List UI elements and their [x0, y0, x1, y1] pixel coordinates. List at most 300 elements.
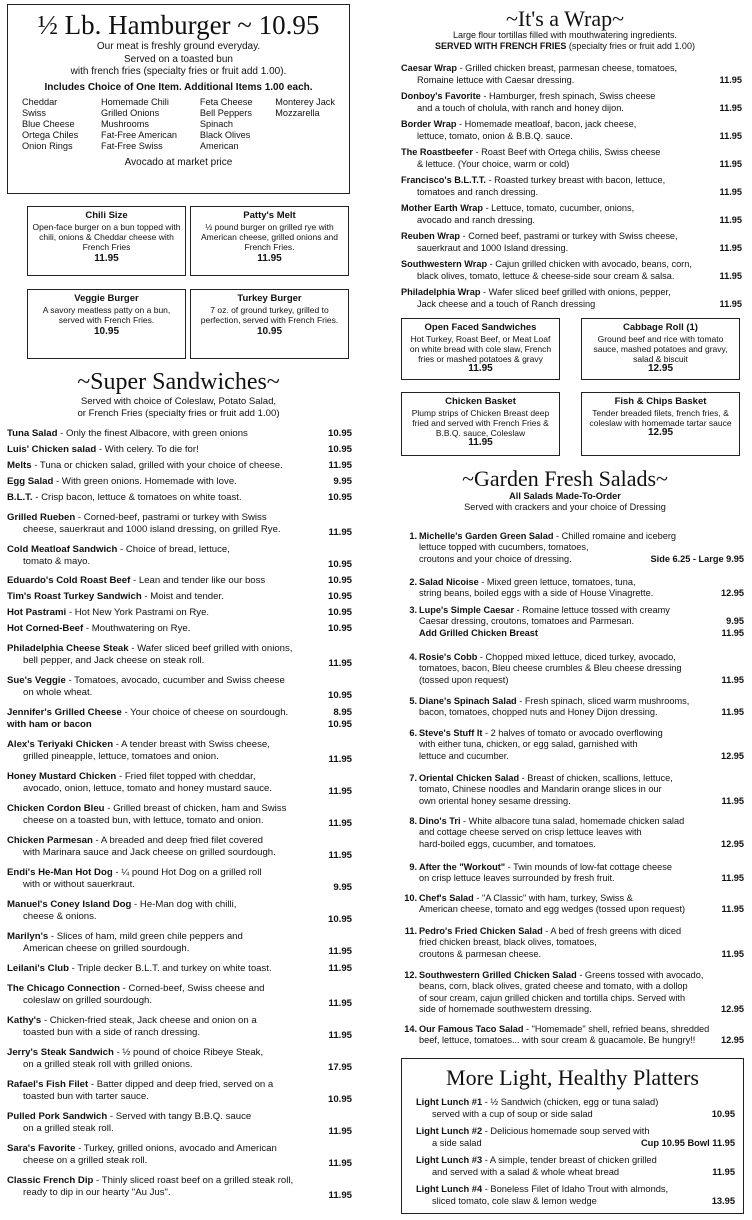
wrap-line	[401, 203, 742, 215]
salad-desc: - A bed of fresh greens with diced	[542, 926, 682, 936]
sandwich-name: The Chicago Connection	[7, 983, 120, 994]
box-fish-chips	[581, 392, 740, 456]
sandwich-desc: - ¼ pound Hot Dog on a grilled roll	[112, 867, 262, 878]
wrap-desc: - Grilled chicken breast, parmesan cheese, tomatoes,	[457, 63, 678, 73]
wrap-item	[401, 63, 742, 86]
salad-number: 8.	[409, 816, 417, 826]
salad-line	[419, 588, 744, 599]
salad-desc: tomato, Chinese noodles and Mandarin orange slices in our	[419, 784, 662, 795]
salad-line	[419, 751, 744, 762]
toppings-column	[101, 97, 177, 153]
wrap-price: 11.95	[719, 215, 742, 225]
special-veggie-burger	[27, 289, 186, 359]
topping-item: Blue Cheese	[22, 118, 75, 129]
sandwich-line	[7, 983, 352, 995]
sandwich-item	[7, 428, 352, 440]
salad-name: Our Famous Taco Salad	[419, 1024, 524, 1034]
sandwich-price: 10.95	[327, 623, 352, 634]
sandwich-desc-line2: with or without sauerkraut.	[23, 879, 135, 890]
sandwich-item	[7, 575, 352, 587]
salad-desc: beans, corn, black olives, grated cheese and tomato, with a dollop	[419, 981, 688, 992]
wrap-line	[401, 175, 742, 187]
salads-sub-line: Served with crackers and your choice of Dressing	[464, 502, 666, 512]
sandwich-desc: - Batter dipped and deep fried, served on a	[88, 1079, 274, 1090]
salad-line	[419, 652, 744, 663]
sandwiches-sub-line: Served with choice of Coleslaw, Potato Salad,	[80, 396, 277, 407]
wraps-sub-bold: SERVED WITH FRENCH FRIES	[435, 41, 567, 51]
box-price: 12.95	[647, 363, 674, 374]
special-pattys-melt	[190, 206, 349, 276]
special-price: 11.95	[94, 253, 119, 264]
salad-desc: - Romaine lettuce tossed with creamy	[514, 605, 670, 615]
sandwich-price: 11.95	[328, 1126, 352, 1137]
platters-title: More Light, Healthy Platters	[446, 1065, 699, 1090]
sandwich-name: Eduardo's Cold Roast Beef	[7, 575, 131, 586]
wrap-line	[401, 91, 742, 103]
salad-number: 4.	[409, 652, 417, 662]
topping-item: Swiss	[22, 107, 46, 118]
sandwich-item	[7, 623, 352, 635]
salad-body	[419, 816, 744, 850]
sandwich-item	[7, 1047, 352, 1071]
sandwich-desc: - Mouthwatering on Rye.	[83, 623, 191, 634]
salad-line	[419, 839, 744, 850]
sandwich-price: 10.95	[327, 1094, 352, 1105]
wrap-item	[401, 259, 742, 282]
sandwich-name: Tim's Roast Turkey Sandwich	[7, 591, 142, 602]
salad-desc: - "Homemade" shell, refried beans, shredded	[523, 1024, 710, 1034]
wrap-item	[401, 175, 742, 198]
toppings-column	[200, 97, 253, 153]
wrap-name: Southwestern Wrap	[401, 259, 488, 269]
sandwich-item	[7, 899, 352, 923]
salads-subtitle	[385, 491, 745, 513]
salad-price: 11.95	[721, 674, 744, 685]
salad-desc: string beans, boiled eggs with a side of House Vinagrette.	[419, 588, 654, 599]
salad-item	[401, 531, 744, 565]
sandwich-desc-line2: on a grilled steak roll.	[23, 1123, 114, 1134]
wrap-line	[401, 259, 742, 271]
sandwich-name: Rafael's Fish Filet	[7, 1079, 89, 1090]
platter-line	[416, 1126, 735, 1138]
hamburger-box	[7, 4, 350, 194]
platter-name: Light Lunch #2	[416, 1126, 483, 1136]
salad-price: 12.95	[721, 750, 744, 761]
sandwich-price: 10.95	[327, 690, 352, 701]
salad-desc: - White albacore tuna salad, homemade chicken salad	[460, 816, 685, 826]
avocado-note: Avocado at market price	[124, 156, 233, 168]
sandwich-price: 11.95	[328, 1030, 352, 1041]
sandwich-line	[7, 899, 352, 911]
sandwich-desc: - Lean and tender like our boss	[130, 575, 266, 586]
box-title: Open Faced Sandwiches	[424, 322, 537, 333]
topping-item: Mozzarella	[275, 107, 320, 118]
sandwich-desc: - Served with tangy B.B.Q. sauce	[107, 1111, 252, 1122]
wrap-name: Reuben Wrap	[401, 231, 461, 241]
platter-item	[416, 1155, 735, 1178]
wrap-desc: - Wafer sliced beef grilled with onions, pepper,	[480, 287, 671, 297]
salad-desc: - Breast of chicken, scallions, lettuce,	[519, 773, 673, 783]
platter-desc-line2: served with a cup of soup or side salad	[432, 1108, 593, 1119]
sandwich-desc: - Turkey, grilled onions, avocado and American	[75, 1143, 277, 1154]
topping-item: Black Olives	[199, 130, 251, 141]
salad-line	[419, 577, 744, 588]
salad-line	[419, 542, 744, 553]
hamburger-desc-line: Served on a toasted bun	[124, 53, 233, 65]
sandwich-item	[7, 707, 352, 731]
platter-line	[416, 1155, 735, 1167]
salad-item	[401, 926, 744, 960]
salad-desc: - "A Classic" with ham, turkey, Swiss &	[473, 893, 633, 903]
sandwich-line	[7, 835, 352, 847]
salad-item	[401, 816, 744, 850]
salad-line	[419, 728, 744, 739]
wrap-desc-line2: & lettuce. (Your choice, warm or cold)	[417, 158, 570, 169]
hamburger-title: ½ Lb. Hamburger ~ 10.95	[37, 10, 320, 40]
special-title: Chili Size	[85, 210, 128, 221]
salad-item	[401, 970, 744, 1015]
sandwich-name: Endi's He-Man Hot Dog	[7, 867, 113, 878]
toppings-column	[275, 97, 335, 153]
sandwich-line	[7, 444, 352, 456]
salad-name: Michelle's Garden Green Salad	[419, 531, 554, 541]
platter-list	[402, 1097, 743, 1207]
salad-line	[419, 663, 744, 674]
sandwich-name: Sara's Favorite	[7, 1143, 76, 1154]
sandwich-desc-line2: coleslaw on grilled sourdough.	[23, 995, 153, 1006]
salad-body	[419, 926, 744, 960]
salad-name: After the "Workout"	[419, 862, 506, 872]
sandwich-item	[7, 803, 352, 827]
salad-line	[419, 873, 744, 884]
wrap-name: The Roastbeefer	[401, 147, 473, 157]
platter-name: Light Lunch #3	[416, 1155, 483, 1165]
box-title: Cabbage Roll (1)	[623, 322, 698, 333]
salad-line	[419, 531, 744, 542]
special-chili-size	[27, 206, 186, 276]
special-desc: Open-face burger on a bun topped with chili, onions & Cheddar cheese with French Fries	[32, 222, 181, 252]
salad-name: Steve's Stuff It	[419, 728, 483, 738]
wrap-price: 11.95	[719, 131, 742, 141]
sandwich-desc: - ½ pound of choice Ribeye Steak,	[113, 1047, 264, 1058]
salad-number: 3.	[409, 605, 417, 615]
box-desc: Plump strips of Chicken Breast deep fried and served with French Fries & B.B.Q. sauce, Coleslaw	[411, 408, 550, 438]
wrap-line	[401, 63, 742, 75]
sandwich-desc-line2: cheese & onions.	[23, 911, 97, 922]
box-cabbage-roll	[581, 318, 740, 380]
sandwich-item	[7, 1111, 352, 1135]
salad-desc: lettuce topped with cucumbers, tomatoes,	[419, 542, 589, 553]
sandwich-line	[7, 623, 352, 635]
wrap-price: 11.95	[719, 187, 742, 197]
topping-item: Cheddar	[22, 96, 58, 107]
salad-body	[419, 696, 744, 719]
wraps-title: ~It's a Wrap~	[505, 6, 625, 31]
salad-body	[419, 893, 744, 916]
sandwich-name: Chicken Cordon Bleu	[7, 803, 105, 814]
sandwich-line	[7, 707, 352, 719]
wrap-item	[401, 91, 742, 114]
salad-item	[401, 862, 744, 885]
sandwich-line	[7, 1143, 352, 1155]
sandwich-name: Honey Mustard Chicken	[7, 771, 117, 782]
salad-desc: - 2 halves of tomato or avocado overflowing	[482, 728, 663, 738]
salad-line	[419, 784, 744, 795]
sandwich-price: 10.95	[327, 444, 352, 455]
platter-desc-line2: a side salad	[432, 1137, 482, 1148]
sandwich-line	[7, 931, 352, 943]
sandwich-line	[7, 428, 352, 440]
sandwich-name: Marilyn's	[7, 931, 49, 942]
wraps-sub-rest: (specialty fries or fruit add 1.00)	[566, 41, 695, 51]
salad-desc: tomatoes, bacon, Bleu cheese crumbles & Bleu cheese dressing	[419, 663, 682, 674]
salad-desc: Caesar dressing, croutons, tomatoes and Parmesan.	[419, 616, 634, 627]
sandwich-desc: - Your choice of cheese on sourdough.	[121, 707, 289, 718]
salad-desc: and cottage cheese served on crisp lettuce leaves with	[419, 827, 642, 838]
salad-price: Side 6.25 - Large 9.95	[650, 553, 744, 564]
salads-sub-line: All Salads Made-To-Order	[509, 491, 621, 501]
platter-item	[416, 1126, 735, 1149]
salad-extra: Add Grilled Chicken Breast	[419, 627, 538, 638]
wrap-desc: - Corned beef, pastrami or turkey with Swiss cheese,	[460, 231, 678, 241]
salad-number: 11.	[404, 926, 417, 936]
sandwich-name: Philadelphia Cheese Steak	[7, 643, 129, 654]
sandwich-name: Cold Meatloaf Sandwich	[7, 544, 118, 555]
wrap-name: Border Wrap	[401, 119, 457, 129]
sandwich-item	[7, 1079, 352, 1103]
wrap-desc-line2: and a touch of cholula, with ranch and honey dijon.	[417, 102, 624, 113]
wrap-item	[401, 147, 742, 170]
topping-item: Grilled Onions	[100, 107, 160, 118]
box-desc: Hot Turkey, Roast Beef, or Meat Loaf on white bread with cole slaw, French fries or mashed potatoes & gravy	[409, 334, 552, 364]
salad-item	[401, 1024, 744, 1047]
salad-desc: - Greens tossed with avocado,	[576, 970, 704, 980]
salad-desc: with either tuna, chicken, or egg salad, garnished with	[419, 739, 638, 750]
salad-desc: hard-boiled eggs, cucumber, and tomatoes.	[419, 838, 596, 849]
sandwich-desc: - Moist and tender.	[141, 591, 224, 602]
salad-item	[401, 652, 744, 686]
platter-desc-line2: and served with a salad & whole wheat bread	[432, 1166, 620, 1177]
wrap-name: Mother Earth Wrap	[401, 203, 484, 213]
wrap-price: 11.95	[719, 103, 742, 113]
salad-item	[401, 605, 744, 639]
wrap-desc-line2: Jack cheese and a touch of Ranch dressing	[417, 298, 596, 309]
salad-line	[419, 993, 744, 1004]
sandwich-item	[7, 1143, 352, 1167]
box-title: Fish & Chips Basket	[614, 396, 707, 407]
sandwich-line	[7, 1111, 352, 1123]
sandwich-item	[7, 460, 352, 472]
salad-line	[419, 937, 744, 948]
salad-name: Salad Nicoise	[419, 577, 479, 587]
sandwich-item	[7, 607, 352, 619]
wrap-name: Philadelphia Wrap	[401, 287, 481, 297]
wrap-desc: - Lettuce, tomato, cucumber, onions,	[483, 203, 635, 213]
toppings-columns	[8, 93, 349, 153]
salad-desc: - Chilled romaine and iceberg	[553, 531, 677, 541]
box-title: Chicken Basket	[445, 396, 516, 407]
special-title: Turkey Burger	[237, 293, 302, 304]
salad-body	[419, 577, 744, 600]
salad-price: 11.95	[721, 707, 744, 718]
special-price: 11.95	[257, 253, 282, 264]
salad-line	[419, 1035, 744, 1046]
sandwich-item	[7, 1175, 352, 1199]
salad-number: 9.	[409, 862, 417, 872]
wrap-line	[401, 231, 742, 243]
platter-price: 10.95	[711, 1108, 735, 1119]
salad-price: 12.95	[721, 588, 744, 599]
topping-item: American	[199, 141, 239, 152]
sandwich-line	[7, 607, 352, 619]
sandwich-desc: - Thinly sliced roast beef on a grilled steak roll,	[93, 1175, 294, 1186]
sandwich-name: Leilani's Club	[7, 963, 69, 974]
wrap-name: Francisco's B.L.T.T.	[401, 175, 486, 185]
salad-desc: of sour cream, cajun grilled chicken and tortilla chips. Served with	[419, 992, 686, 1003]
hamburger-desc-line: Our meat is freshly ground everyday.	[96, 41, 261, 52]
salad-item	[401, 773, 744, 807]
salad-line	[419, 739, 744, 750]
salad-item	[401, 696, 744, 719]
wrap-desc: - Roasted turkey breast with bacon, lettuce,	[485, 175, 666, 185]
special-desc: A savory meatless patty on a bun, served with French Fries.	[42, 305, 171, 325]
wrap-desc: - Cajun grilled chicken with avocado, beans, corn,	[487, 259, 692, 269]
wrap-price: 11.95	[719, 75, 742, 85]
sandwich-item	[7, 867, 352, 891]
salad-price: 11.95	[721, 904, 744, 915]
sandwich-name: B.L.T.	[7, 492, 33, 503]
salad-line	[419, 696, 744, 707]
sandwich-item	[7, 771, 352, 795]
sandwich-price: 11.95	[328, 963, 352, 974]
salad-line	[419, 970, 744, 981]
sandwich-price: 10.95	[327, 492, 352, 503]
salad-number: 7.	[409, 773, 417, 783]
salad-desc: side of homemade southwestern dressing.	[419, 1003, 592, 1014]
platter-desc: - Boneless Filet of Idaho Trout with almonds,	[482, 1184, 669, 1194]
salad-price: 12.95	[721, 1035, 744, 1046]
sandwich-desc-line2: ready to dip in our hearty "Au Jus".	[23, 1187, 171, 1198]
salad-number: 12.	[404, 970, 417, 980]
salad-body	[419, 1024, 744, 1047]
sandwich-price: 11.95	[328, 754, 352, 765]
topping-item: Ortega Chiles	[22, 130, 79, 141]
sandwich-desc: - Only the finest Albacore, with green onions	[57, 428, 248, 439]
sandwich-price: 9.95	[333, 476, 352, 487]
sandwich-price: 11.95	[328, 527, 352, 538]
wrap-item	[401, 287, 742, 310]
salad-line	[419, 904, 744, 915]
sandwich-name: Classic French Dip	[7, 1175, 94, 1186]
platter-item	[416, 1184, 735, 1207]
wrap-price: 11.95	[719, 159, 742, 169]
wrap-item	[401, 119, 742, 142]
sandwich-desc-line2: tomato & mayo.	[23, 556, 91, 567]
sandwich-item	[7, 1015, 352, 1039]
salads-title: ~Garden Fresh Salads~	[462, 466, 668, 491]
sandwich-price: 11.95	[328, 946, 352, 957]
salad-number: 6.	[409, 728, 417, 738]
platter-price: Cup 10.95 Bowl 11.95	[640, 1137, 735, 1148]
box-price: 12.95	[647, 427, 674, 438]
sandwich-desc-line2: cheese, sauerkraut and 1000 island dressing, on grilled Rye.	[23, 524, 281, 535]
sandwich-price: 11.95	[328, 850, 352, 861]
wrap-name: Donboy's Favorite	[401, 91, 481, 101]
salad-desc: beef, lettuce, tomatoes... with sour cream & guacamole. Be hungry!!	[419, 1035, 696, 1046]
special-price: 10.95	[256, 326, 283, 337]
sandwich-desc: - Chicken-fried steak, Jack cheese and onion on a	[41, 1015, 257, 1026]
salad-name: Lupe's Simple Caesar	[419, 605, 515, 615]
sandwich-desc: - A tender breast with Swiss cheese,	[113, 739, 270, 750]
salad-price: 12.95	[721, 838, 744, 849]
salad-line	[419, 981, 744, 992]
sandwich-item	[7, 643, 352, 667]
platter-name: Light Lunch #4	[416, 1184, 483, 1194]
platter-desc-line2: sliced tomato, cole slaw & lemon wedge	[432, 1195, 597, 1206]
toppings-column	[22, 97, 78, 153]
sandwich-price: 10.95	[327, 428, 352, 439]
wrap-item	[401, 203, 742, 226]
topping-item: Homemade Chili	[100, 96, 169, 107]
sandwich-item	[7, 739, 352, 763]
sandwich-desc-line2: American cheese on grilled sourdough.	[23, 943, 190, 954]
platter-line	[416, 1097, 735, 1109]
salad-number: 5.	[409, 696, 417, 706]
sandwich-desc-line2: toasted bun with tarter sauce.	[23, 1091, 149, 1102]
special-desc: 7 oz. of ground turkey, grilled to perfection, served with French Fries.	[200, 305, 339, 325]
sandwich-desc-line2: on whole wheat.	[23, 687, 93, 698]
sandwich-price: 11.95	[328, 460, 352, 471]
special-price: 10.95	[93, 326, 120, 337]
topping-item: Monterey Jack	[275, 96, 335, 107]
wrap-price: 11.95	[719, 299, 742, 309]
sandwich-price: 11.95	[328, 998, 352, 1009]
sandwich-line	[7, 963, 352, 975]
sandwich-desc-line2: bell pepper, and Jack cheese on steak roll.	[23, 655, 205, 666]
wrap-desc-line2: Romaine lettuce with Caesar dressing.	[417, 74, 575, 85]
sandwich-price: 10.95	[327, 575, 352, 586]
sandwich-price: 11.95	[328, 658, 352, 669]
salad-desc: - Mixed green lettuce, tomatoes, tuna,	[478, 577, 636, 587]
salad-desc: American cheese, tomato and egg wedges (tossed upon request)	[419, 904, 686, 915]
salad-body	[419, 728, 744, 762]
sandwich-line	[7, 867, 352, 879]
sandwich-name: Hot Corned-Beef	[7, 623, 84, 634]
salad-line	[419, 616, 744, 627]
wraps-subtitle	[385, 30, 745, 52]
sandwich-line	[7, 512, 352, 524]
salad-price-2: 11.95	[721, 627, 744, 638]
sandwich-item	[7, 476, 352, 488]
sandwich-desc-line2: toasted bun with a side of ranch dressing.	[23, 1027, 201, 1038]
topping-item: Fat-Free American	[100, 130, 178, 141]
salad-desc: croutons & parmesan cheese.	[419, 948, 542, 959]
sandwich-item	[7, 931, 352, 955]
hamburger-desc	[8, 41, 349, 79]
wrap-desc: - Homemade meatloaf, bacon, jack cheese,	[456, 119, 637, 129]
box-desc: Tender breaded filets, french fries, & coleslaw with homemade tartar sauce	[589, 408, 732, 428]
sandwich-line	[7, 1079, 352, 1091]
sandwich-item	[7, 544, 352, 568]
salad-price: 11.95	[721, 873, 744, 884]
salad-name: Pedro's Fried Chicken Salad	[419, 926, 543, 936]
sandwich-item	[7, 835, 352, 859]
salad-number: 10.	[404, 893, 417, 903]
sandwich-desc: - Wafer sliced beef grilled with onions,	[128, 643, 293, 654]
sandwich-name: Kathy's	[7, 1015, 42, 1026]
sandwich-price: 10.95	[327, 914, 352, 925]
topping-item: Onion Rings	[22, 141, 73, 152]
